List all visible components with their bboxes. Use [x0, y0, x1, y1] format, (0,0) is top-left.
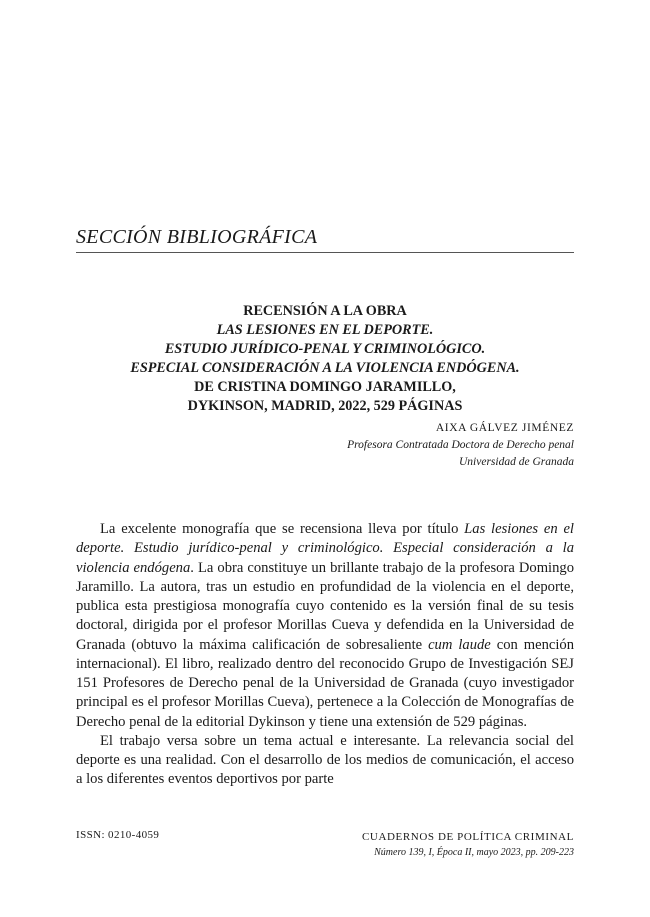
cum-laude-italic: cum laude	[428, 636, 491, 653]
book-title-line: LAS LESIONES EN EL DEPORTE.	[216, 322, 434, 338]
section-title: SECCIÓN BIBLIOGRÁFICA	[76, 226, 574, 253]
footer-journal	[214, 829, 574, 861]
review-title	[76, 302, 574, 416]
book-title-italic: Las lesiones en el deporte. Estudio jurídico-penal y criminológico. Especial consideración a la violencia endógena	[76, 521, 574, 576]
footer-issn: ISSN: 0210-4059	[76, 829, 160, 841]
book-author-line: DE CRISTINA DOMINGO JARAMILLO,	[194, 379, 456, 395]
journal-name: CUADERNOS DE POLÍTICA CRIMINAL	[361, 831, 574, 843]
paragraph-text: La excelente monografía que se recensiona lleva por título	[100, 521, 465, 537]
book-publisher-line: DYKINSON, MADRID, 2022, 529 PÁGINAS	[187, 398, 463, 414]
paragraph	[76, 520, 574, 732]
body-text	[76, 520, 574, 790]
paragraph-text: . La obra constituye un brillante trabajo de la profesora Domingo Jaramillo. La autora, tras un estudio en profundidad de la violencia en el deporte, publica esta prestigiosa monografía cuyo contenido es la versión final de su tesis doctoral, dirigida por el profesor Morillas Cueva y defendida en la Universidad de Granada (obtuvo la máxima calificación de sobresaliente	[76, 559, 574, 653]
reviewer-institution: Universidad de Granada	[459, 456, 574, 468]
paragraph: El trabajo versa sobre un tema actual e interesante. La relevancia social del deporte es una realidad. Con el desarrollo de los medios de comunicación, el acceso a los diferentes eventos deportivos por parte	[76, 732, 574, 788]
journal-issue: Número 139, I, Época II, mayo 2023, pp. 209-223	[374, 847, 574, 858]
review-title-line: RECENSIÓN A LA OBRA	[243, 303, 407, 319]
paragraph-text: con mención internacional). El libro, realizado dentro del reconocido Grupo de Investigación SEJ 151 Profesores de Derecho penal de la Universidad de Granada (cuyo investigador principal es el profesor Morillas Cueva), pertenece a la Colección de Monografías de Derecho penal de la editorial Dykinson y tiene una extensión de 529 páginas.	[76, 636, 575, 730]
book-subtitle-line: ESTUDIO JURÍDICO-PENAL Y CRIMINOLÓGICO.	[164, 341, 486, 357]
reviewer-position: Profesora Contratada Doctora de Derecho penal	[347, 439, 574, 451]
reviewer-block	[174, 420, 574, 471]
reviewer-name: AIXA GÁLVEZ JIMÉNEZ	[435, 422, 574, 434]
book-subtitle-line: ESPECIAL CONSIDERACIÓN A LA VIOLENCIA ENDÓGENA.	[130, 360, 520, 376]
